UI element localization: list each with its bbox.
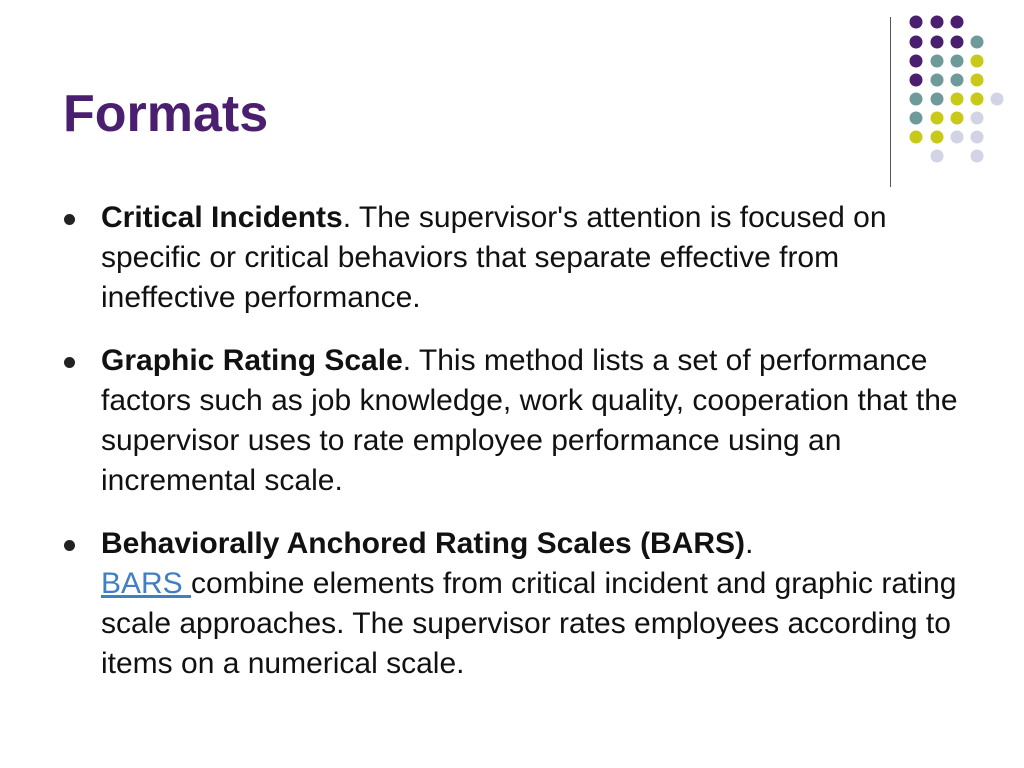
bullet-text: combine elements from critical incident and graphic rating scale approaches. The supervisor rates employees according to items on a numerical scale. bbox=[101, 567, 957, 680]
decorative-dot bbox=[910, 93, 923, 106]
bars-link[interactable]: BARS bbox=[101, 567, 192, 600]
decorative-dot bbox=[951, 93, 964, 106]
decorative-dot bbox=[931, 93, 944, 106]
decorative-dot bbox=[951, 131, 964, 144]
bullet-marker bbox=[64, 214, 75, 225]
decorative-dot bbox=[971, 55, 984, 68]
decorative-dot bbox=[971, 131, 984, 144]
decorative-dot bbox=[951, 36, 964, 49]
decorative-dot bbox=[931, 112, 944, 125]
bullet-term-punctuation: . bbox=[402, 344, 412, 377]
bullet-term-punctuation: . bbox=[745, 527, 754, 560]
decorative-dot bbox=[991, 93, 1004, 106]
decorative-dot bbox=[910, 112, 923, 125]
decorative-dot bbox=[971, 150, 984, 163]
bullet-list bbox=[60, 198, 960, 684]
decorative-dot bbox=[931, 150, 944, 163]
title-divider-line bbox=[890, 17, 891, 187]
bullet-marker bbox=[64, 540, 75, 551]
bullet-text: This method lists a set of performance factors such as job knowledge, work quality, cooperation that the supervisor uses to rate employee performance using an incremental scale. bbox=[101, 344, 958, 497]
decorative-dot bbox=[931, 36, 944, 49]
bullet-term: Behaviorally Anchored Rating Scales (BARS) bbox=[101, 527, 746, 560]
slide-title: Formats bbox=[63, 85, 269, 143]
decorative-dot bbox=[910, 16, 923, 29]
decorative-dot bbox=[971, 36, 984, 49]
bullet-term: Critical Incidents bbox=[101, 201, 343, 234]
bullet-term-punctuation: . bbox=[342, 201, 352, 234]
decorative-dot bbox=[910, 55, 923, 68]
decorative-dot bbox=[951, 55, 964, 68]
bullet-graphic-rating-scale bbox=[60, 341, 960, 501]
decorative-dot bbox=[971, 112, 984, 125]
decorative-dot bbox=[931, 55, 944, 68]
decorative-dot bbox=[971, 93, 984, 106]
decorative-dot bbox=[951, 16, 964, 29]
bullet-marker bbox=[64, 357, 75, 368]
decorative-dot bbox=[971, 74, 984, 87]
bullet-bars bbox=[60, 524, 960, 684]
decorative-dot bbox=[951, 112, 964, 125]
decorative-dot bbox=[931, 131, 944, 144]
decorative-dot bbox=[910, 74, 923, 87]
bullet-term: Graphic Rating Scale bbox=[101, 344, 403, 377]
decorative-dot bbox=[951, 74, 964, 87]
bullet-critical-incidents bbox=[60, 198, 960, 318]
decorative-dot bbox=[910, 131, 923, 144]
decorative-dot bbox=[931, 16, 944, 29]
decorative-dot bbox=[910, 36, 923, 49]
decorative-dot bbox=[931, 74, 944, 87]
bullet-text: The supervisor's attention is focused on specific or critical behaviors that separate effective from ineffective performance. bbox=[101, 201, 887, 314]
